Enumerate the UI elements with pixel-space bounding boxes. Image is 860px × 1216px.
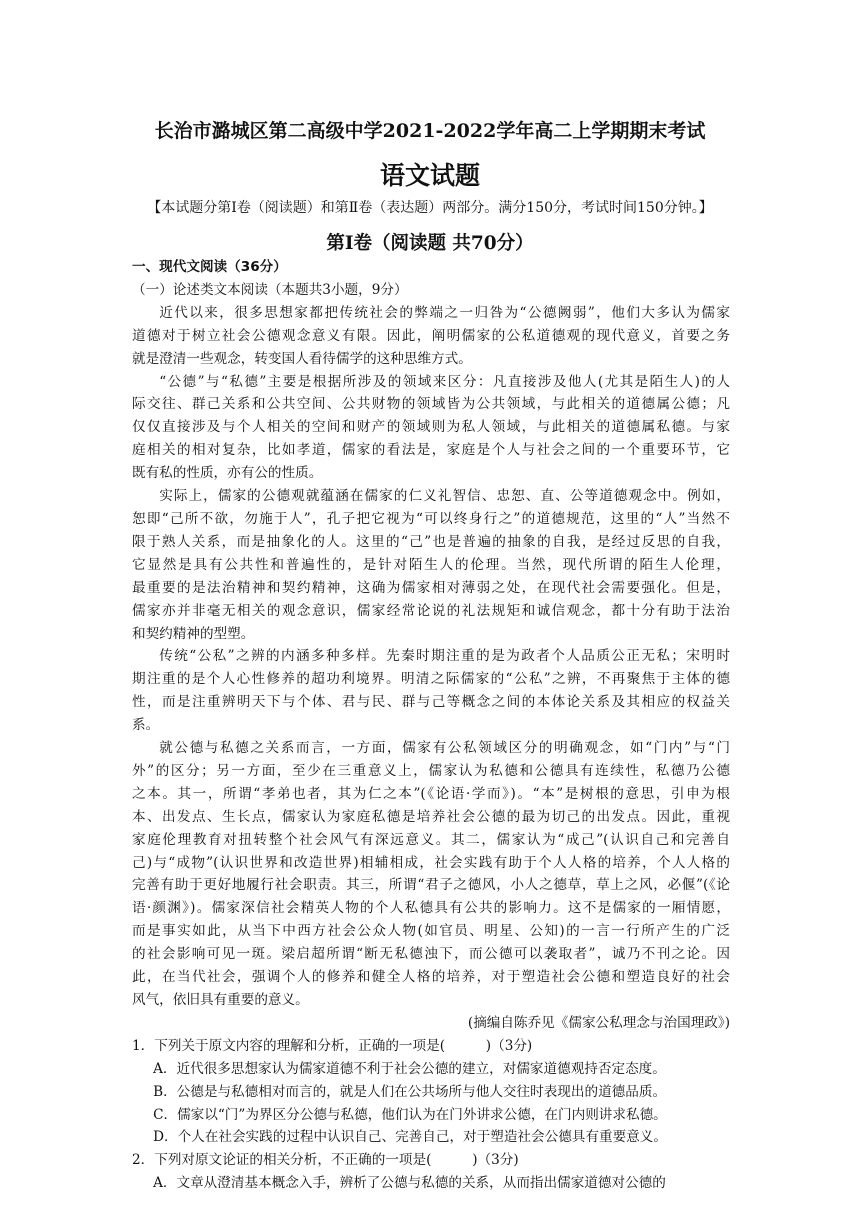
passage-line: 就是澄清一些观念，转变国人看待儒学的这种思维方式。: [132, 350, 472, 367]
subject-title: 语文试题: [379, 161, 480, 190]
question-2: [132, 1149, 730, 1195]
passage-line: 传统“公私”之辨的内涵多种多样。先秦时期注重的是为政者个人品质公正无私；宋明时: [159, 648, 730, 665]
subsection-heading: （一）论述类文本阅读（本题共3小题，9分）: [132, 281, 408, 298]
passage-line: 际交往、群己关系和公共空间、公共财物的领域皆为公共领域，与此相关的道德属公德；凡: [132, 396, 730, 413]
passage-line: 最重要的是法治精神和契约精神，这确为儒家相对薄弱之处，在现代社会需要强化。但是，: [132, 579, 730, 596]
passage-line: 近代以来，很多思想家都把传统社会的弊端之一归咎为“公德阙弱”，他们大多认为儒家: [159, 304, 730, 321]
passage-line: 之本。其一，所谓“孝弟也者，其为仁之本”(《论语·学而》)。“本”是树根的意思，引申为根: [132, 785, 730, 802]
passage-line: 本、出发点、生长点，儒家认为家庭私德是培养社会公德的最为切己的出发点。因此，重视: [132, 808, 730, 825]
passage-line: 限于熟人关系，而是抽象化的人。这里的“己”也是普遍的抽象的自我，是经过反思的自我，: [132, 533, 730, 550]
passage-line: 外”的区分；另一方面，至少在三重意义上，儒家认为私德和公德具有连续性，私德乃公德: [132, 762, 730, 779]
passage-line: 完善有助于更好地履行社会职责。其三，所谓“君子之德风，小人之德草，草上之风，必偃”(《论: [132, 877, 730, 894]
passage-line: 它显然是具有公共性和普遍性的，是针对陌生人的伦理。当然，现代所谓的陌生人伦理，: [132, 556, 730, 573]
passage-line: 就公德与私德之关系而言，一方面，儒家有公私领域区分的明确观念，如“门内”与“门: [159, 740, 730, 757]
passage-line: 风气，依旧具有重要的意义。: [132, 992, 309, 1008]
passage-line: 语·颜渊》)。儒家深信社会精英人物的个人私德具有公共的影响力。这不是儒家的一厢情愿，: [132, 900, 730, 917]
question-1: [132, 1035, 730, 1150]
passage-line: “公德”与“私德”主要是根据所涉及的领域来区分：凡直接涉及他人(尤其是陌生人)的人: [159, 373, 730, 390]
volume-title: 第Ⅰ卷（阅读题 共70分）: [326, 233, 534, 254]
passage-source: (摘编自陈乔见《儒家公私理念与治国理政》): [467, 1014, 730, 1031]
passage-line: 恕即“己所不欲，勿施于人”，孔子把它视为“可以终身行之”的道德规范，这里的“人”当然不: [132, 510, 730, 527]
option-a: A．文章从澄清基本概念入手，辨析了公德与私德的关系，从而指出儒家道德对公德的: [153, 1175, 666, 1192]
exam-body: [132, 256, 730, 1195]
passage-line: 家庭伦理教育对扭转整个社会风气有深远意义。其二，儒家认为“成己”(认识自己和完善自: [132, 831, 730, 848]
reading-passage: [132, 302, 730, 1012]
section-heading: 一、现代文阅读（36分）: [132, 259, 287, 275]
passage-line: 庭相关的相对复杂，比如孝道，儒家的看法是，家庭是个人与社会之间的一个重要环节，它: [132, 442, 730, 459]
option-d: D．个人在社会实践的过程中认识自己、完善自己，对于塑造社会公德具有重要意义。: [153, 1129, 667, 1146]
passage-line: 性，而是注重辨明天下与个体、君与民、群与己等概念之间的本体论关系及其相应的权益关: [132, 694, 730, 711]
exam-title: 长治市潞城区第二高级中学2021-2022学年高二上学期期末考试: [154, 120, 706, 142]
option-a: A．近代很多思想家认为儒家道德不利于社会公德的建立，对儒家道德观持否定态度。: [153, 1060, 666, 1077]
passage-line: 此，在当代社会，强调个人的修养和健全人格的培养，对于塑造社会公德和塑造良好的社会: [132, 969, 730, 986]
passage-line: 既有私的性质，亦有公的性质。: [132, 465, 323, 482]
exam-instructions: 【本试题分第Ⅰ卷（阅读题）和第Ⅱ卷（表达题）两部分。满分150分，考试时间150分钟。】: [147, 200, 713, 216]
passage-line: 实际上，儒家的公德观就蕴涵在儒家的仁义礼智信、忠恕、直、公等道德观念中。例如，: [159, 488, 730, 505]
passage-line: 的社会影响可见一斑。梁启超所谓“断无私德浊下，而公德可以袭取者”，诚乃不刊之论。因: [132, 946, 730, 963]
question-stem: 1．下列关于原文内容的理解和分析，正确的一项是( )（3分): [132, 1037, 533, 1054]
passage-line: 儒家亦并非毫无相关的观念意识，儒家经常论说的礼法规矩和诚信观念，都十分有助于法治: [132, 602, 730, 619]
passage-line: 仅仅直接涉及与个人相关的空间和财产的领域则为私人领域，与此相关的道德属私德。与家: [132, 419, 730, 436]
passage-line: 和契约精神的型塑。: [132, 625, 255, 642]
question-stem: 2．下列对原文论证的相关分析，不正确的一项是( )（3分): [132, 1152, 519, 1169]
passage-line: 期注重的是个人心性修养的超功利境界。明清之际儒家的“公私”之辨，不再聚焦于主体的德: [132, 671, 730, 688]
passage-line: 己)与“成物”(认识世界和改造世界)相辅相成，社会实践有助于个人人格的培养，个人人格的: [132, 854, 730, 871]
option-c: C．儒家以“门”为界区分公德与私德，他们认为在门外讲求公德，在门内则讲求私德。: [153, 1106, 667, 1123]
passage-line: 系。: [132, 717, 160, 734]
passage-line: 而是事实如此，从当下中西方社会公众人物(如官员、明星、公知)的一言一行所产生的广泛: [132, 923, 730, 940]
option-b: B．公德是与私德相对而言的，就是人们在公共场所与他人交往时表现出的道德品质。: [153, 1083, 667, 1100]
passage-line: 道德对于树立社会公德观念意义有限。因此，阐明儒家的公私道德观的现代意义，首要之务: [132, 327, 730, 344]
